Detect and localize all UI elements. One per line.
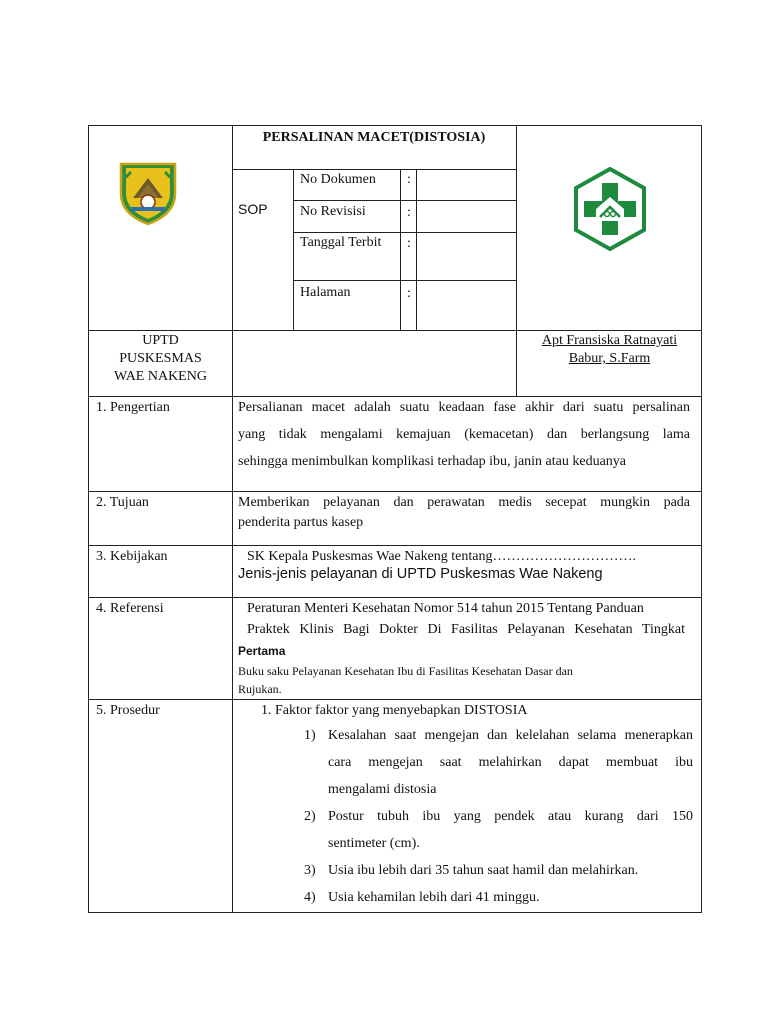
kebijakan-line-2: Jenis-jenis pelayanan di UPTD Puskesmas Wae Nakeng: [238, 566, 603, 582]
title-rule: [232, 169, 516, 170]
prosedur-item-2-line-2: sentimeter (cm).: [328, 836, 420, 851]
prosedur-item-1-line-1: Kesalahan saat mengejan dan kelelahan selama menerapkan: [328, 728, 693, 743]
field-rule-1: [293, 200, 516, 201]
signer-name-line-1: Apt Fransiska Ratnayati: [541, 333, 678, 348]
prosedur-item-1-line-2: cara mengejan saat melahirkan dapat membuat ibu: [328, 755, 693, 770]
org-name-line-2: PUSKESMAS: [119, 351, 202, 366]
prosedur-item-4-line-1: Usia kehamilan lebih dari 41 minggu.: [328, 890, 540, 905]
org-name-line-1: UPTD: [142, 333, 179, 348]
puskesmas-logo: [574, 167, 646, 251]
section-label-referensi: 4. Referensi: [96, 601, 164, 616]
prosedur-heading: 1. Faktor faktor yang menyebapkan DISTOSIA: [261, 703, 528, 718]
document-title: PERSALINAN MACET(DISTOSIA): [262, 130, 486, 145]
referensi-line-2: Praktek Klinis Bagi Dokter Di Fasilitas Pelayanan Kesehatan Tingkat: [247, 622, 685, 637]
field-rule-2: [293, 232, 516, 233]
referensi-bold-line: Pertama: [238, 644, 286, 658]
field-label-no-dokumen: No Dokumen: [300, 172, 376, 187]
pengertian-line-2: yang tidak mengalami kemajuan (kemacetan) dan berlangsung lama: [238, 427, 690, 442]
prosedur-item-number: 2): [304, 809, 316, 824]
tujuan-line-1: Memberikan pelayanan dan perawatan medis secepat mungkin pada: [238, 495, 690, 510]
section-rule-1: [89, 396, 701, 397]
field-rule-3: [293, 280, 516, 281]
section-label-pengertian: 1. Pengertian: [96, 400, 170, 415]
label-column-rule: [232, 126, 233, 912]
prosedur-item-number: 1): [304, 728, 316, 743]
section-label-kebijakan: 3. Kebijakan: [96, 549, 168, 564]
section-rule-2: [89, 491, 701, 492]
referensi-small-line-1: Buku saku Pelayanan Kesehatan Ibu di Fasilitas Kesehatan Dasar dan: [238, 664, 573, 678]
field-sep: :: [407, 205, 411, 220]
section-label-prosedur: 5. Prosedur: [96, 703, 160, 718]
section-label-tujuan: 2. Tujuan: [96, 495, 149, 510]
prosedur-item-number: 4): [304, 890, 316, 905]
field-sep: :: [407, 236, 411, 251]
sop-document: [88, 125, 702, 913]
field-sep: :: [407, 172, 411, 187]
org-name-line-3: WAE NAKENG: [114, 369, 207, 384]
tujuan-line-2: penderita partus kasep: [238, 515, 364, 530]
prosedur-item-3-line-1: Usia ibu lebih dari 35 tahun saat hamil dan melahirkan.: [328, 863, 639, 878]
referensi-line-1: Peraturan Menteri Kesehatan Nomor 514 tahun 2015 Tentang Panduan: [247, 601, 644, 616]
section-rule-3: [89, 545, 701, 546]
header-rule: [89, 330, 701, 331]
field-label-halaman: Halaman: [300, 285, 351, 300]
field-label-no-revisi: No Revisisi: [300, 204, 366, 219]
signer-name-line-2: Babur, S.Farm: [568, 351, 651, 366]
regency-crest-logo: [113, 158, 183, 228]
section-rule-4: [89, 597, 701, 598]
prosedur-item-number: 3): [304, 863, 316, 878]
prosedur-item-2-line-1: Postur tubuh ibu yang pendek atau kurang dari 150: [328, 809, 693, 824]
section-rule-5: [89, 699, 701, 700]
pengertian-line-3: sehingga menimbulkan komplikasi terhadap ibu, janin atau keduanya: [238, 454, 627, 469]
field-sep-rule: [416, 169, 417, 330]
sop-column-rule: [293, 169, 294, 330]
field-label-rule: [400, 169, 401, 330]
sop-label: SOP: [238, 201, 268, 217]
kebijakan-line-1: SK Kepala Puskesmas Wae Nakeng tentang………………………….: [247, 549, 636, 564]
pengertian-line-1: Persalianan macet adalah suatu keadaan fase akhir dari suatu persalinan: [238, 400, 690, 415]
referensi-small-line-2: Rujukan.: [238, 682, 282, 696]
field-label-tanggal-terbit: Tanggal Terbit: [300, 235, 382, 250]
field-sep: :: [407, 286, 411, 301]
prosedur-item-1-line-3: mengalami distosia: [328, 782, 437, 797]
